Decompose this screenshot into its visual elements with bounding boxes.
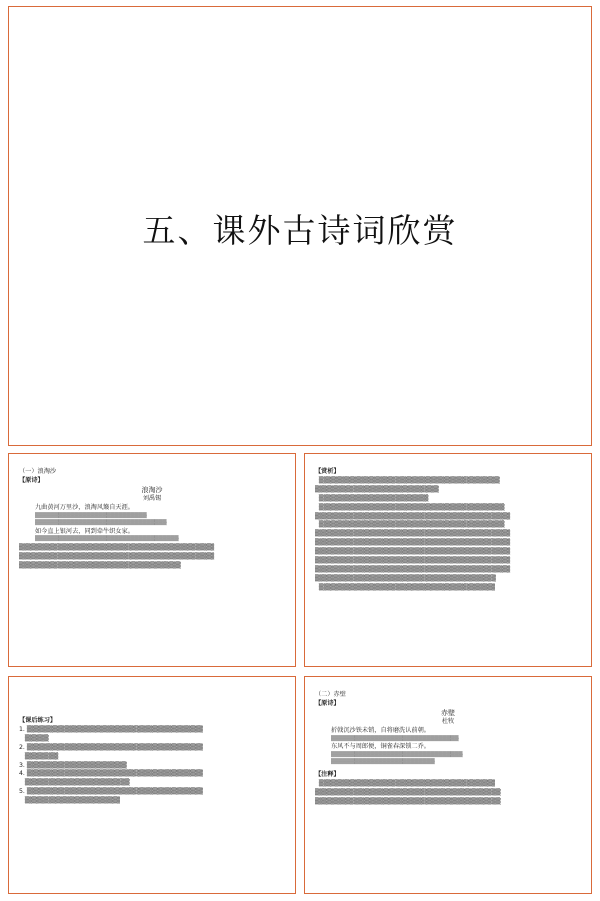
faint-text-line: ▒▒▒▒▒▒▒▒▒▒▒▒▒▒▒▒▒▒▒▒▒▒▒▒▒▒▒▒▒▒▒▒▒▒ (19, 561, 181, 569)
faint-text-line: ▒▒▒▒▒▒▒▒▒▒▒▒▒▒▒▒▒▒▒▒▒▒▒▒▒▒▒▒▒▒▒▒▒▒▒▒▒▒▒▒▒ (315, 530, 511, 538)
faint-text-line: ▒▒▒▒▒▒▒▒▒▒▒▒▒▒▒▒▒▒▒▒▒▒▒▒▒▒▒▒▒▒▒▒▒▒▒▒▒▒▒▒▒ (19, 543, 215, 551)
section-tag: 【原诗】 (19, 476, 44, 484)
slide-exercises (8, 676, 296, 894)
section-tag: 【赏析】 (315, 468, 340, 475)
faint-text-line: 3. ▒▒▒▒▒▒▒▒▒▒▒▒▒▒▒▒▒▒▒▒▒ (19, 761, 127, 769)
slide-poem-original (8, 453, 296, 667)
poem-author: 杜牧 (441, 717, 455, 725)
faint-text-line: ▒▒▒▒▒▒▒▒▒▒▒▒▒▒▒▒▒▒▒▒▒▒▒▒▒▒▒▒▒▒▒▒▒▒▒▒▒▒▒ (315, 521, 505, 529)
poem-line: 如今直上银河去，同到牵牛织女家。 (35, 527, 134, 535)
faint-text-line: ▒▒▒▒▒▒▒▒▒▒▒▒▒▒▒▒▒▒▒▒▒▒▒▒▒▒▒▒▒▒▒▒▒▒▒▒▒▒▒▒▒ (315, 548, 511, 556)
section-heading: （二）赤壁 (315, 691, 346, 698)
poem-title: 浪淘沙 (141, 485, 163, 494)
slide-content (315, 691, 581, 807)
faint-text-line: ▒▒▒▒▒▒▒▒▒▒▒▒▒▒▒▒▒▒▒▒▒▒▒▒▒▒▒▒▒▒▒▒▒▒▒▒▒▒▒▒▒ (315, 512, 511, 520)
poem-line: 九曲黄河万里沙，浪淘风簸自天涯。 (35, 503, 134, 511)
section-tag: 【课后练习】 (19, 717, 57, 724)
section-heading: （一）浪淘沙 (19, 468, 57, 475)
poem-line: 东风不与周郎便，铜雀春深锁二乔。 (331, 743, 430, 751)
faint-text-line: 4. ▒▒▒▒▒▒▒▒▒▒▒▒▒▒▒▒▒▒▒▒▒▒▒▒▒▒▒▒▒▒▒▒▒▒▒▒▒ (19, 770, 203, 778)
slide-content (19, 717, 285, 806)
slide-poem-chibi (304, 676, 592, 894)
faint-text-line: ▒▒▒▒▒▒▒▒▒▒▒▒▒▒▒▒▒▒▒▒▒▒▒▒▒▒▒▒▒▒▒▒▒▒▒▒ (35, 536, 179, 543)
faint-text-line: 1. ▒▒▒▒▒▒▒▒▒▒▒▒▒▒▒▒▒▒▒▒▒▒▒▒▒▒▒▒▒▒▒▒▒▒▒▒▒ (19, 725, 203, 733)
faint-text-line: ▒▒▒▒▒▒▒▒▒▒▒▒▒▒▒▒▒▒▒▒▒▒▒▒▒▒▒▒ (35, 512, 147, 519)
poem-line: 折戟沉沙铁未销，自将磨洗认前朝。 (331, 726, 430, 734)
faint-text-line: ▒▒▒▒▒▒▒▒▒▒▒▒▒▒▒▒▒▒▒▒▒▒▒▒▒▒▒▒▒▒▒▒▒▒▒▒▒▒▒▒▒ (315, 557, 511, 565)
slide-title: 五、课外古诗词欣赏 (142, 211, 458, 250)
faint-text-line: ▒▒▒▒▒▒▒▒▒▒▒▒▒▒▒▒▒▒▒▒▒▒▒▒▒▒▒▒▒▒▒▒▒▒▒▒▒▒▒▒▒ (315, 539, 511, 547)
poem-title: 赤壁 (441, 708, 455, 717)
slide-content (19, 468, 285, 571)
faint-text-line: ▒▒▒▒▒▒▒ (19, 752, 59, 760)
faint-text-line: ▒▒▒▒▒▒▒▒▒▒▒▒▒▒▒▒▒▒▒▒▒▒▒▒▒▒▒▒▒▒▒▒▒ (35, 520, 167, 527)
faint-text-line: ▒▒▒▒▒▒▒▒▒▒▒▒▒▒▒▒▒▒▒▒▒▒▒▒▒▒▒▒▒▒▒▒▒▒▒▒▒▒▒▒▒ (19, 552, 215, 560)
title-slide (8, 6, 592, 446)
notes-tag: 【注释】 (315, 770, 340, 778)
slide-appreciation (304, 453, 592, 667)
faint-text-line: 5. ▒▒▒▒▒▒▒▒▒▒▒▒▒▒▒▒▒▒▒▒▒▒▒▒▒▒▒▒▒▒▒▒▒▒▒▒▒ (19, 788, 203, 796)
faint-text-line: ▒▒▒▒▒▒▒▒▒▒▒▒▒▒▒▒▒▒▒▒▒▒▒▒▒▒▒▒▒▒▒▒▒▒▒▒▒▒▒ (315, 788, 501, 796)
slide-content (315, 468, 581, 593)
faint-text-line: ▒▒▒▒▒▒▒▒▒▒▒▒▒▒▒▒▒▒▒▒▒▒▒▒▒▒ (315, 485, 439, 493)
faint-text-line: ▒▒▒▒▒▒▒▒▒▒▒▒▒▒▒▒▒▒▒▒▒▒▒ (315, 494, 429, 502)
faint-text-line: ▒▒▒▒▒▒▒▒▒▒▒▒▒▒▒▒▒▒▒▒▒▒▒▒▒▒ (331, 759, 435, 766)
faint-text-line: ▒▒▒▒▒▒▒▒▒▒▒▒▒▒▒▒▒▒▒▒▒▒▒▒▒▒▒▒▒▒▒▒ (331, 735, 459, 742)
faint-text-line: ▒▒▒▒▒▒▒▒▒▒▒▒▒▒▒▒▒▒▒▒▒▒▒▒▒▒▒▒▒▒▒▒▒▒▒▒▒▒▒ (315, 797, 501, 805)
faint-text-line: ▒▒▒▒▒▒▒▒▒▒▒▒▒▒▒▒▒▒▒▒▒▒▒▒▒▒▒▒▒▒▒▒▒▒▒▒▒ (315, 583, 495, 591)
faint-text-line: ▒▒▒▒▒▒▒▒▒▒▒▒▒▒▒▒▒▒▒▒▒▒▒▒▒▒▒▒▒▒▒▒▒▒▒▒▒▒ (315, 476, 500, 484)
faint-text-line: ▒▒▒▒▒▒▒▒▒▒▒▒▒▒▒▒▒▒▒▒▒▒▒▒▒▒▒▒▒▒▒▒▒▒▒▒▒▒▒▒▒ (315, 565, 511, 573)
faint-text-line: ▒▒▒▒▒▒▒▒▒▒▒▒▒▒▒▒▒▒▒▒▒▒ (19, 779, 130, 787)
faint-text-line: ▒▒▒▒▒▒▒▒▒▒▒▒▒▒▒▒▒▒▒▒ (19, 797, 121, 805)
faint-text-line: ▒▒▒▒▒▒▒▒▒▒▒▒▒▒▒▒▒▒▒▒▒▒▒▒▒▒▒▒▒▒▒▒▒ (331, 751, 463, 758)
section-tag: 【原诗】 (315, 699, 340, 707)
faint-text-line: 2. ▒▒▒▒▒▒▒▒▒▒▒▒▒▒▒▒▒▒▒▒▒▒▒▒▒▒▒▒▒▒▒▒▒▒▒▒▒ (19, 743, 203, 751)
faint-text-line: ▒▒▒▒▒ (19, 734, 49, 742)
faint-text-line: ▒▒▒▒▒▒▒▒▒▒▒▒▒▒▒▒▒▒▒▒▒▒▒▒▒▒▒▒▒▒▒▒▒▒▒▒▒ (315, 779, 495, 787)
faint-text-line: ▒▒▒▒▒▒▒▒▒▒▒▒▒▒▒▒▒▒▒▒▒▒▒▒▒▒▒▒▒▒▒▒▒▒▒▒▒▒▒ (315, 503, 505, 511)
poem-author: 刘禹锡 (142, 494, 162, 502)
faint-text-line: ▒▒▒▒▒▒▒▒▒▒▒▒▒▒▒▒▒▒▒▒▒▒▒▒▒▒▒▒▒▒▒▒▒▒▒▒▒▒ (315, 574, 496, 582)
